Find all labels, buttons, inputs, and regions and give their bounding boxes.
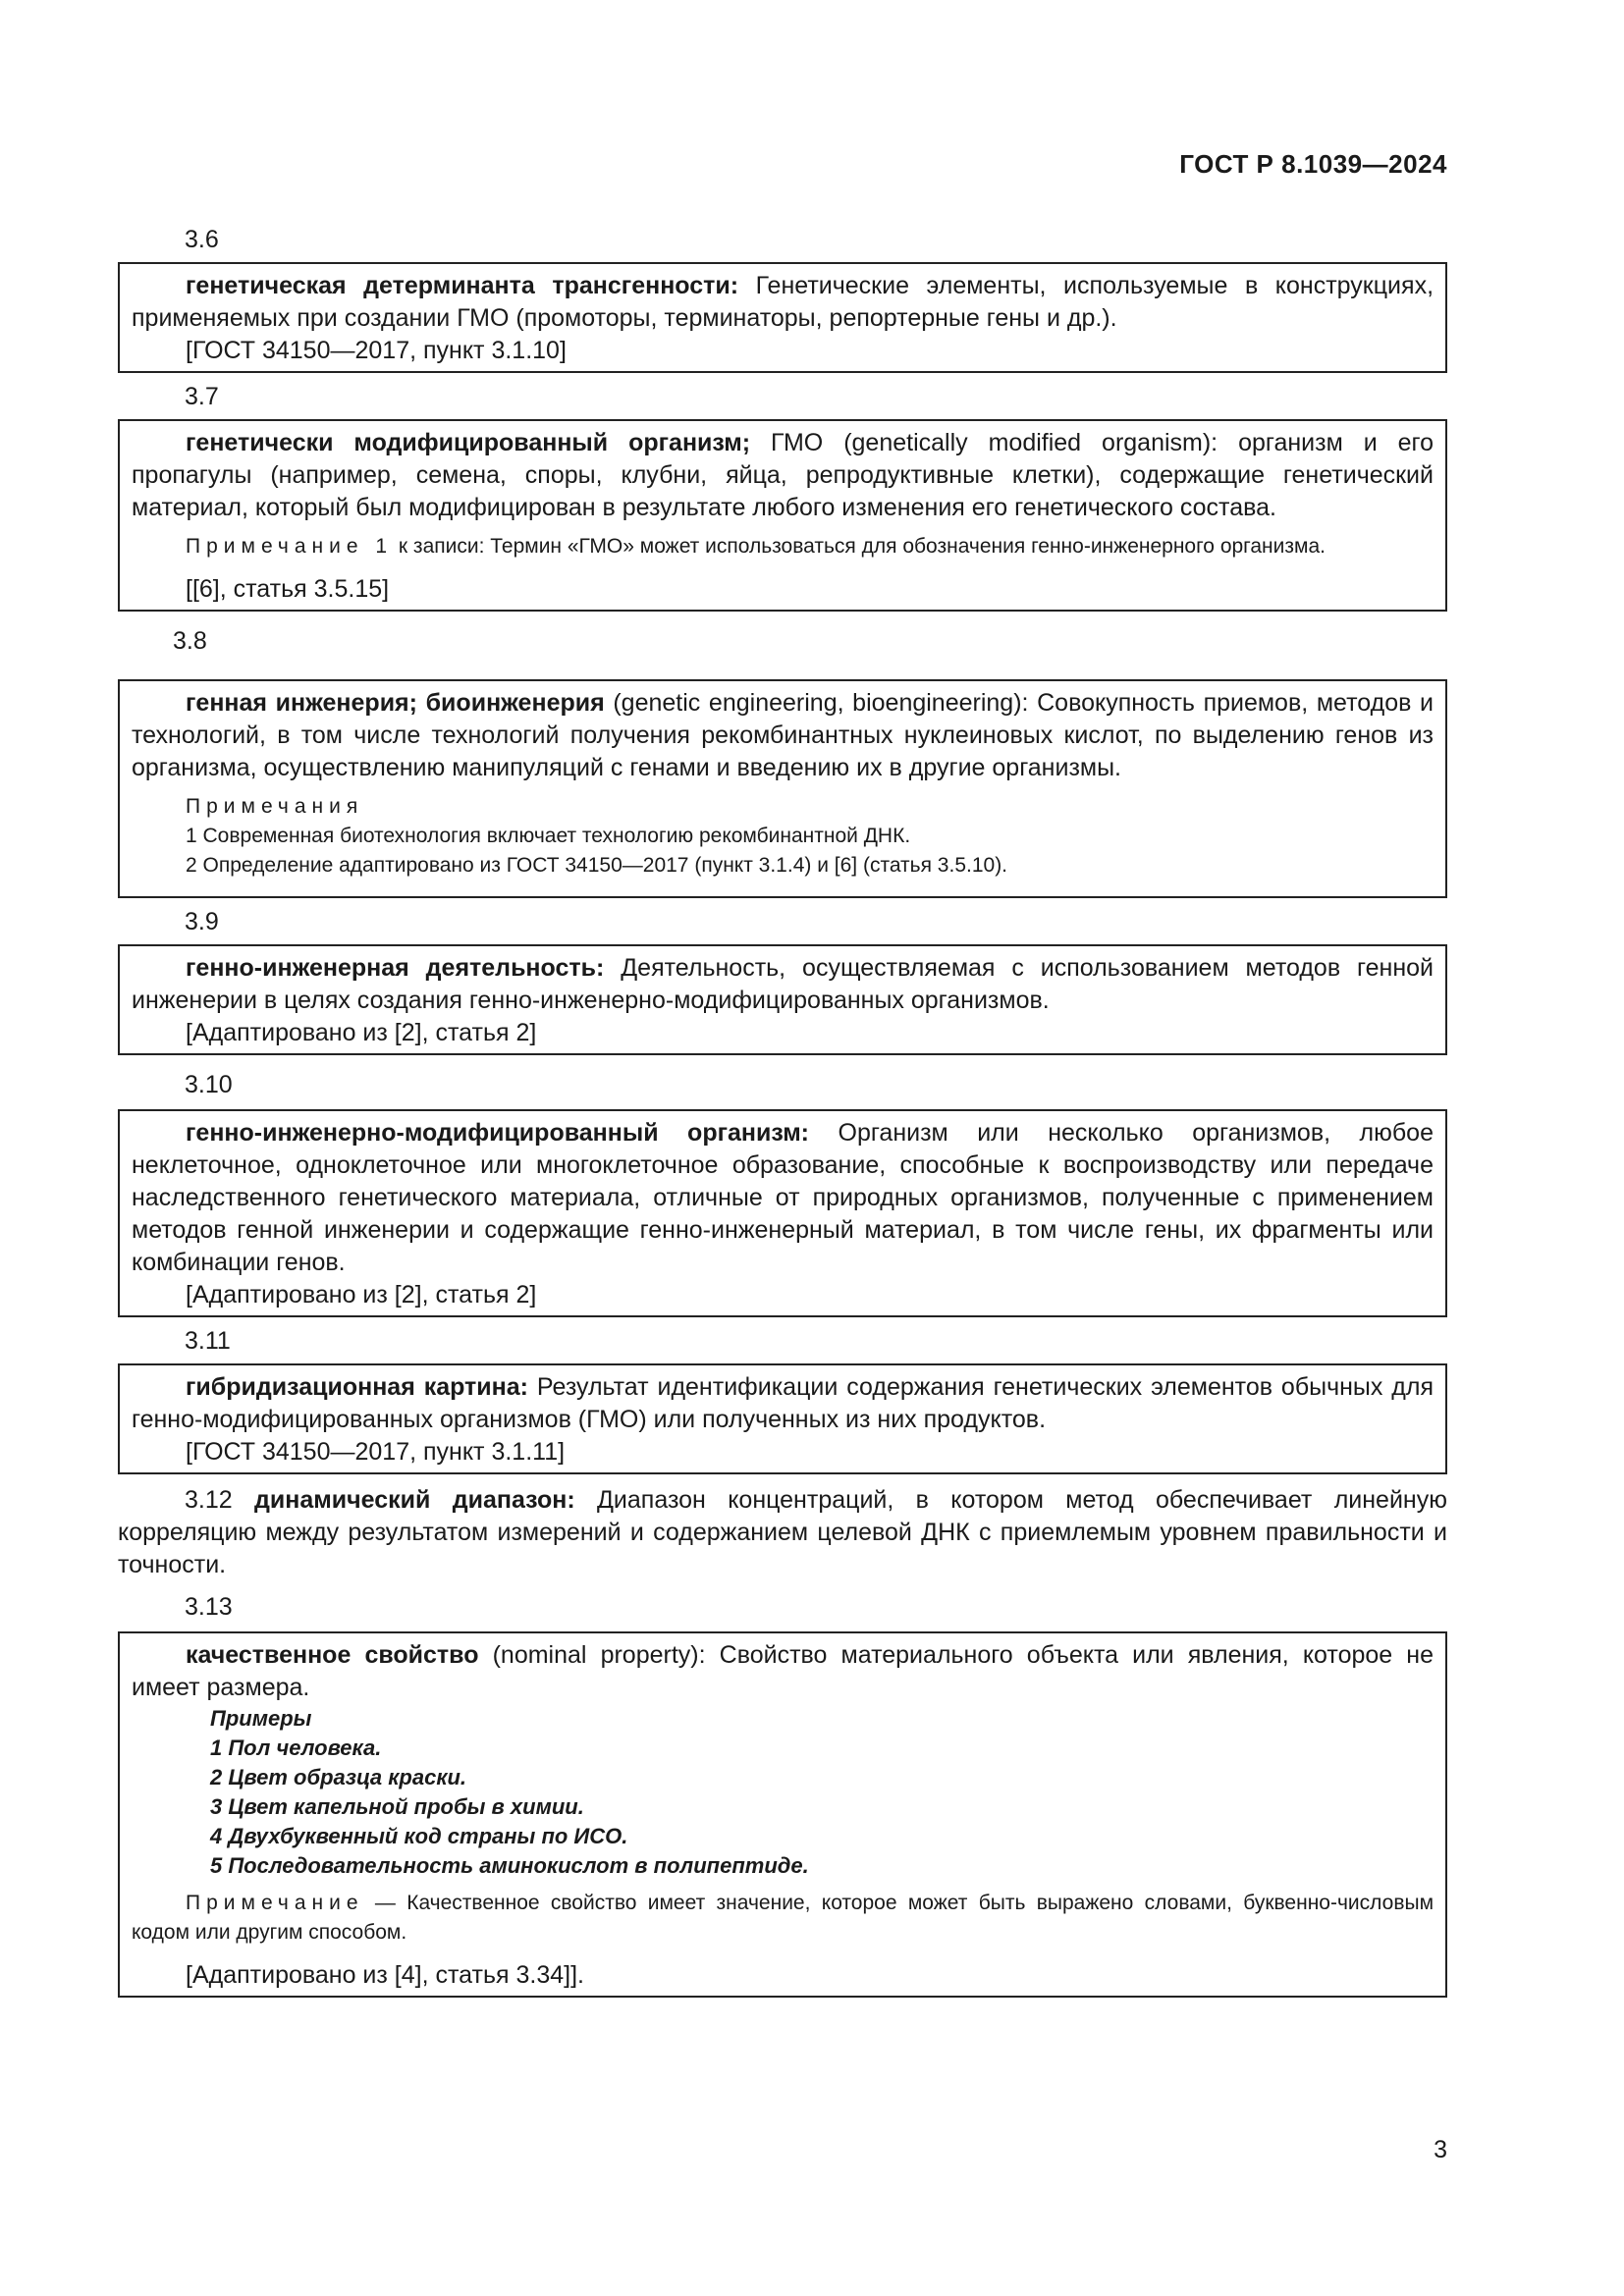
example-item: 4 Двухбуквенный код страны по ИСО. (210, 1824, 628, 1848)
term-definition-text: Диапазон концентраций, в котором метод обеспечивает линейную корреляцию между результатом измерений и содержанием целевой ДНК с приемлемым уровнем правильности и точности. (118, 1486, 1447, 1578)
term-definition (132, 1639, 1434, 1704)
notes-label: Примечания (186, 795, 364, 818)
term-source: [Адаптировано из [2], статья 2] (186, 1019, 537, 1046)
term-box-3-13 (118, 1631, 1447, 1998)
note-text: к записи: Термин «ГМО» может использоваться для обозначения генно-инженерного организма. (393, 535, 1326, 558)
term-name: генетическая детерминанта трансгенности: (186, 272, 739, 299)
term-box-3-6 (118, 262, 1447, 373)
term-name: генно-инженерно-модифицированный организм: (186, 1119, 810, 1147)
term-definition-text: ГМО (genetically modified organism): организм и его пропагулы (например, семена, споры, клубни, яйца, репродуктивные клетки), содержащие генетический материал, который был модифицирован в результате любого изменения его генетического состава. (132, 429, 1435, 521)
term-number: 3.8 (173, 627, 207, 655)
term-number: 3.11 (185, 1327, 231, 1355)
term-number: 3.10 (185, 1071, 233, 1098)
note-item: 2 Определение адаптировано из ГОСТ 34150—2017 (пункт 3.1.4) и [6] (статья 3.5.10). (186, 854, 1008, 877)
term-definition (132, 1117, 1434, 1279)
example-item: 1 Пол человека. (210, 1735, 382, 1760)
term-notes (132, 792, 1434, 881)
examples-label: Примеры (210, 1706, 312, 1731)
term-box-3-11 (118, 1363, 1447, 1474)
term-3-12 (118, 1484, 1447, 1581)
example-item: 3 Цвет капельной пробы в химии. (210, 1794, 584, 1819)
term-number: 3.12 (185, 1486, 233, 1514)
terms-content (118, 224, 1447, 2005)
term-definition (132, 270, 1434, 335)
term-number: 3.9 (185, 908, 219, 935)
term-definition (132, 427, 1434, 524)
term-definition-text: Деятельность, осуществляемая с использованием методов генной инженерии в целях создания генно-инженерно-модифицированных организмов. (132, 954, 1434, 1014)
term-box-3-8 (118, 679, 1447, 898)
term-number: 3.6 (185, 226, 219, 253)
note-label: Примечание 1 (186, 535, 394, 558)
note-item: 1 Современная биотехнология включает технологию рекомбинантной ДНК. (186, 825, 911, 847)
term-definition-text: Организм или несколько организмов, любое неклеточное, одноклеточное или многоклеточное образование, способные к воспроизводству или передаче наследственного генетического материала, отличные от природных организмов, полученные с применением методов генной инженерии и содержащие генно-инженерный материал, в том числе гены, их фрагменты или комбинации генов. (132, 1119, 1434, 1276)
term-definition-text: Результат идентификации содержания генетических элементов обычных для генно-модифицированных организмов (ГМО) или полученных из них продуктов. (132, 1373, 1435, 1433)
note-text: — Качественное свойство имеет значение, которое может быть выражено словами, буквенно-числовым кодом или другим способом. (132, 1892, 1434, 1944)
term-definition-text: (genetic engineering, bioengineering): Совокупность приемов, методов и технологий, в том числе технологий получения рекомбинантных нуклеиновых кислот, по выделению генов из организма, осуществлению манипуляций с генами и введению их в другие организмы. (132, 689, 1434, 781)
term-name: гибридизационная картина: (186, 1373, 528, 1401)
term-examples (132, 1704, 1434, 1881)
term-definition-text: Генетические элементы, используемые в конструкциях, применяемых при создании ГМО (промоторы, терминаторы, репортерные гены и др.). (132, 272, 1435, 332)
term-definition-text: (nominal property): Свойство материального объекта или явления, которое не имеет размера. (132, 1641, 1434, 1701)
term-note (132, 1889, 1434, 1948)
term-number: 3.13 (185, 1593, 233, 1621)
term-note (132, 532, 1434, 561)
term-box-3-9 (118, 944, 1447, 1055)
term-box-3-10 (118, 1109, 1447, 1317)
document-header: ГОСТ Р 8.1039—2024 (1179, 149, 1447, 179)
term-source: [ГОСТ 34150—2017, пункт 3.1.11] (186, 1438, 566, 1466)
term-name: генетически модифицированный организм; (186, 429, 751, 456)
term-name: генная инженерия; биоинженерия (186, 689, 605, 717)
term-number: 3.7 (185, 383, 219, 410)
term-box-3-7 (118, 419, 1447, 612)
term-name: качественное свойство (186, 1641, 479, 1669)
term-source: [Адаптировано из [2], статья 2] (186, 1281, 537, 1308)
example-item: 5 Последовательность аминокислот в полипептиде. (210, 1853, 809, 1878)
term-definition (132, 1371, 1434, 1436)
term-source: [Адаптировано из [4], статья 3.34]]. (186, 1961, 584, 1989)
example-item: 2 Цвет образца краски. (210, 1765, 467, 1789)
term-definition (132, 687, 1434, 784)
page-number: 3 (1434, 2136, 1447, 2163)
term-definition (132, 952, 1434, 1017)
term-name: генно-инженерная деятельность: (186, 954, 605, 982)
term-name: динамический диапазон: (254, 1486, 575, 1514)
note-label: Примечание (186, 1892, 364, 1914)
term-source: [[6], статья 3.5.15] (186, 575, 390, 603)
term-source: [ГОСТ 34150—2017, пункт 3.1.10] (186, 337, 567, 364)
